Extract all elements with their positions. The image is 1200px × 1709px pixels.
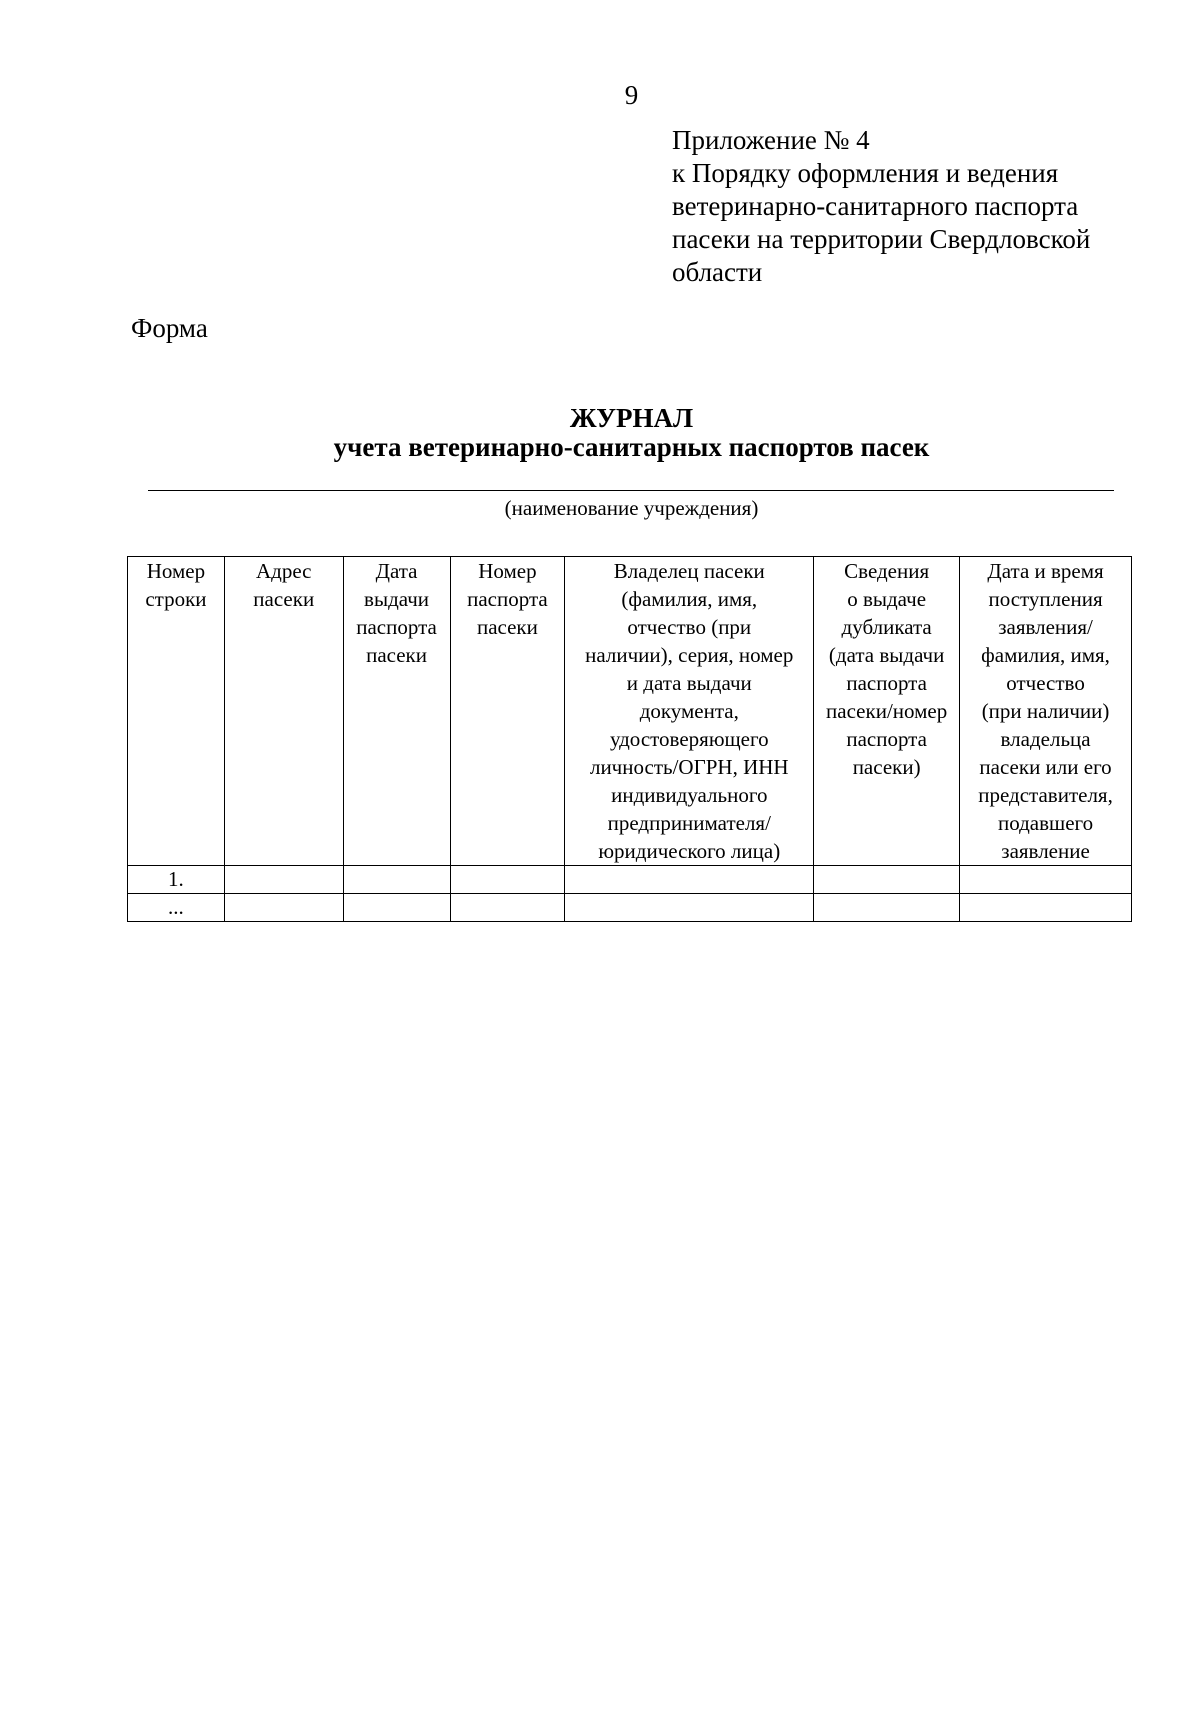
table-cell (450, 894, 565, 922)
appendix-line: ветеринарно-санитарного паспорта (672, 191, 1079, 221)
appendix-line: к Порядку оформления и ведения (672, 158, 1059, 188)
table-cell (960, 866, 1132, 894)
appendix-line: Приложение № 4 (672, 125, 870, 155)
table-cell: ... (128, 894, 225, 922)
form-label: Форма (131, 313, 208, 343)
table-cell (565, 894, 814, 922)
organization-name-line (148, 490, 1114, 491)
table-cell (343, 866, 450, 894)
table-cell (814, 866, 960, 894)
title-line-2: учета ветеринарно-санитарных паспортов пасек (333, 432, 930, 462)
table-cell (960, 894, 1132, 922)
table-header-row (128, 557, 1132, 866)
appendix-line: области (672, 257, 763, 287)
table-cell (224, 894, 343, 922)
table-cell (343, 894, 450, 922)
organization-caption: (наименование учреждения) (504, 496, 759, 520)
column-header-apiary-address: Адрес пасеки (224, 557, 343, 866)
page-number: 9 (624, 80, 639, 110)
journal-table (127, 556, 1132, 922)
appendix-note (672, 124, 1090, 289)
appendix-line: пасеки на территории Свердловской (672, 224, 1091, 254)
column-header-passport-number: Номер паспорта пасеки (450, 557, 565, 866)
table-row (128, 894, 1132, 922)
table-cell (224, 866, 343, 894)
column-header-duplicate-info: Сведения о выдаче дубликата (дата выдачи паспорта пасеки/номер паспорта пасеки) (814, 557, 960, 866)
column-header-issue-date: Дата выдачи паспорта пасеки (343, 557, 450, 866)
table-cell (814, 894, 960, 922)
column-header-application-date: Дата и время поступления заявления/ фамилия, имя, отчество (при наличии) владельца пасеки или его представителя, подавшего заявление (960, 557, 1132, 866)
table-cell (565, 866, 814, 894)
table-cell: 1. (128, 866, 225, 894)
column-header-row-number: Номер строки (128, 557, 225, 866)
table-row (128, 866, 1132, 894)
title-line-1: ЖУРНАЛ (569, 403, 694, 433)
column-header-apiary-owner: Владелец пасеки (фамилия, имя, отчество (при наличии), серия, номер и дата выдачи документа, удостоверяющего личность/ОГРН, ИНН индивидуального предпринимателя/ юридического лица) (565, 557, 814, 866)
table-cell (450, 866, 565, 894)
document-title (0, 404, 1200, 462)
